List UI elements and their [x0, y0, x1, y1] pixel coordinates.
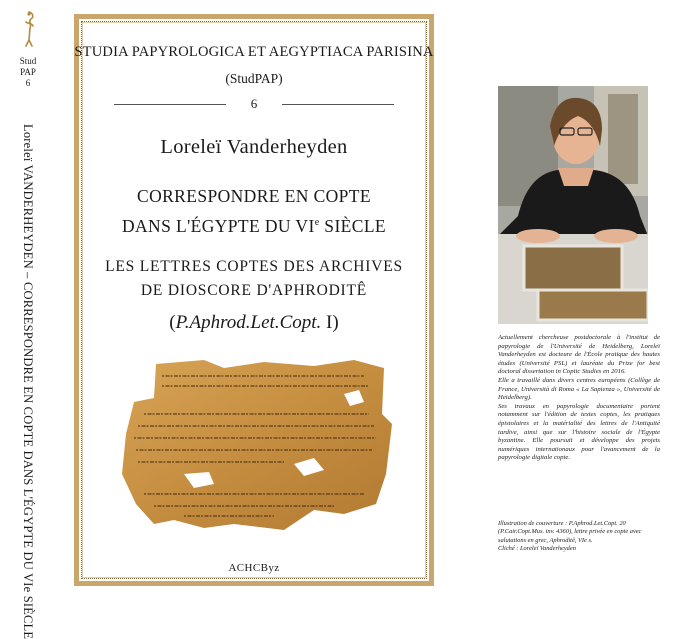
publisher: ACHCByz	[228, 562, 280, 574]
edition-siglum	[74, 312, 434, 334]
front-cover	[74, 14, 434, 586]
edition-siglum-italic: P.Aphrod.Let.Copt.	[175, 312, 322, 333]
ibis-logo-icon	[20, 10, 38, 48]
spine-title: Loreleï VANDERHEYDEN – CORRESPONDRE EN COPTE DANS L'ÉGYPTE DU VIe SIÈCLE	[21, 124, 35, 639]
papyrus-fragment-image	[114, 354, 399, 540]
edition-close-paren: I)	[321, 312, 339, 333]
title-line-2-part-a: DANS L'ÉGYPTE DU VI	[121, 216, 315, 236]
author-name: Loreleï Vanderheyden	[160, 136, 348, 158]
author-biography	[498, 334, 660, 463]
bio-paragraph: Ses travaux en papyrologie documentaire portent notamment sur l'édition de textes coptes, les pratiques épistolaires et la matérialité des lettres de l'Antiquité tardive, ainsi que sur l'histoire sociale de l'Égypte byzantine. Elle poursuit et développe des projets numériques internationaux pour l'avancement de la papyrologie digitale copte.	[498, 402, 660, 462]
bio-paragraph: Elle a travaillé dans divers centres européens (Collège de France, Università di Roma « La Sapienza », Université de Heidelberg).	[498, 376, 660, 402]
illustration-credit	[498, 520, 658, 553]
volume-row	[114, 96, 394, 112]
subtitle-line-2: DE DIOSCORE D'APHRODITÊ	[140, 282, 368, 299]
spine-series-label	[0, 56, 56, 89]
author-portrait-photo	[498, 86, 648, 324]
series-abbreviation: (StudPAP)	[225, 71, 283, 86]
book-title-line-1: CORRESPONDRE EN COPTE	[137, 186, 371, 206]
title-line-2-part-b: SIÈCLE	[319, 216, 387, 236]
spine-series-abbr-1: Stud	[19, 56, 37, 66]
subtitle-line-1: LES LETTRES COPTES DES ARCHIVES	[105, 258, 403, 275]
book-title-line-2	[74, 216, 434, 237]
series-title: STUDIA PAPYROLOGICA ET AEGYPTIACA PARISINA	[74, 44, 434, 60]
volume-number: 6	[250, 96, 258, 111]
book-spine	[0, 0, 56, 639]
illustration-caption: Illustration de couverture : P.Aphrod.Let.Copt. 20 (P.Cair.Copt.Mus. inv. 4360), lettre privée en copte avec salutations en grec, Aphroditê, VIe s.	[498, 520, 642, 544]
photo-credit: Cliché : Loreleï Vanderheyden	[498, 544, 576, 552]
title-superscript: e	[314, 217, 320, 229]
spine-volume: 6	[25, 78, 31, 88]
bio-paragraph: Actuellement chercheuse postdoctorale à l'institut de papyrologie de l'Université de Heidelberg, Loreleï Vanderheyden est docteure de l'École pratique des hautes études (Université PSL) et lauréate du Prize for best doctoral dissertation in Coptic Studies en 2016.	[498, 334, 660, 376]
edition-open-paren: (	[169, 312, 176, 333]
divider-right	[282, 104, 394, 105]
spine-series-abbr-2: PAP	[20, 67, 36, 77]
